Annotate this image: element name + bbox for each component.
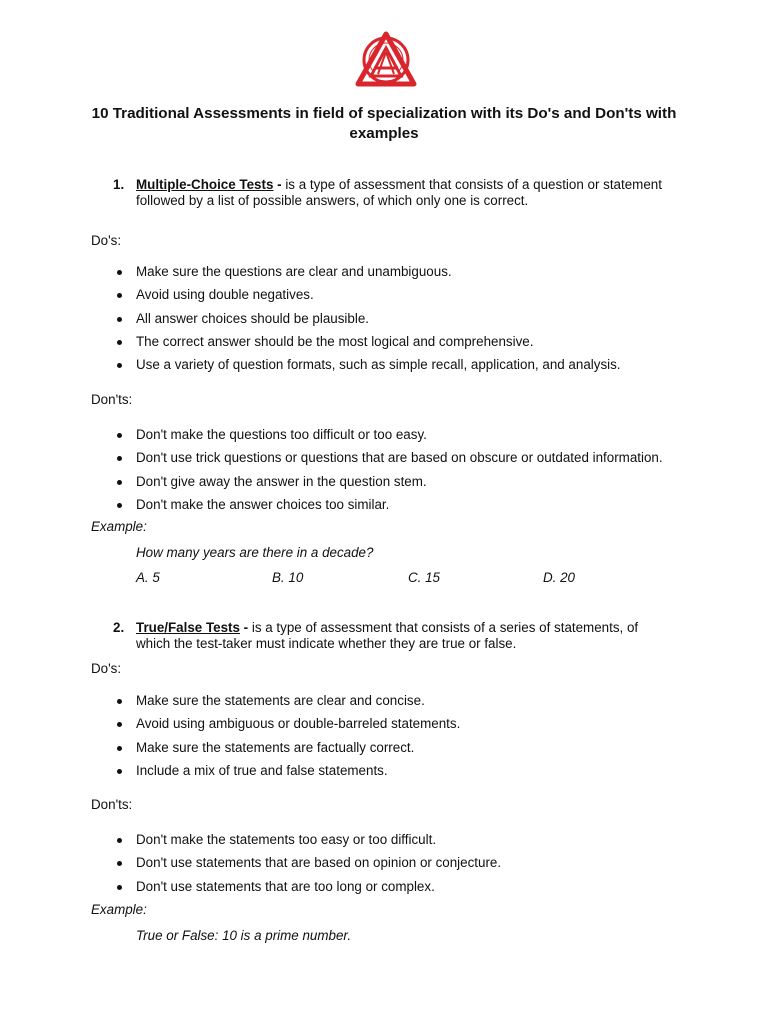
bullet-icon [117,769,122,774]
example-question: True or False: 10 is a prime number. [136,928,352,943]
list-item: Don't use statements that are too long or complex. [0,879,768,902]
example-label: Example: [91,519,147,534]
example-option: C. 15 [408,570,441,585]
bullet-icon [117,270,122,275]
section-number: 2. [113,620,125,635]
donts-list [0,832,768,902]
list-item: Use a variety of question formats, such as simple recall, application, and analysis. [0,357,768,380]
list-item: Don't make the answer choices too similar. [0,497,768,520]
donts-label: Don'ts: [91,797,133,812]
term-dash: - [273,177,286,192]
bullet-icon [117,746,122,751]
definition-text: is a type of assessment that consists of a series of statements, of which the test-taker must indicate whether they are true or false. [136,620,639,651]
bullet-icon [117,885,122,890]
donts-label: Don'ts: [91,392,133,407]
example-option: B. 10 [272,570,304,585]
section-number: 1. [113,177,125,192]
list-item: Don't give away the answer in the question stem. [0,474,768,497]
list-item: Avoid using double negatives. [0,287,768,310]
bullet-icon [117,722,122,727]
bullet-icon [117,456,122,461]
bullet-icon [117,293,122,298]
example-question: How many years are there in a decade? [136,545,374,560]
list-item: Make sure the statements are clear and concise. [0,693,768,716]
list-item: Avoid using ambiguous or double-barreled statements. [0,716,768,739]
bullet-icon [117,340,122,345]
list-item: Don't make the statements too easy or too difficult. [0,832,768,855]
school-seal-logo [354,30,418,90]
example-label: Example: [91,902,147,917]
example-option: D. 20 [543,570,576,585]
list-item: Don't use statements that are based on opinion or conjecture. [0,855,768,878]
section-term: Multiple-Choice Tests [136,177,274,192]
dos-label: Do's: [91,661,122,676]
bullet-icon [117,861,122,866]
example-option: A. 5 [136,570,160,585]
seal-icon [354,30,418,90]
bullet-icon [117,363,122,368]
section-definition [136,620,666,652]
dos-list [0,264,768,380]
definition-text: is a type of assessment that consists of a question or statement followed by a list of possible answers, of which only one is correct. [136,177,662,208]
term-dash: - [239,620,252,635]
list-item: Don't use trick questions or questions that are based on obscure or outdated information. [0,450,768,473]
list-item: Don't make the questions too difficult or too easy. [0,427,768,450]
dos-list [0,693,768,786]
bullet-icon [117,503,122,508]
bullet-icon [117,699,122,704]
list-item: Make sure the questions are clear and unambiguous. [0,264,768,287]
section-term: True/False Tests [136,620,240,635]
document-title: 10 Traditional Assessments in field of specialization with its Do's and Don'ts with examples [91,105,677,142]
list-item: The correct answer should be the most logical and comprehensive. [0,334,768,357]
bullet-icon [117,480,122,485]
section-definition [136,177,696,209]
list-item: Include a mix of true and false statements. [0,763,768,786]
donts-list [0,427,768,520]
bullet-icon [117,838,122,843]
bullet-icon [117,317,122,322]
bullet-icon [117,433,122,438]
dos-label: Do's: [91,233,122,248]
list-item: All answer choices should be plausible. [0,311,768,334]
list-item: Make sure the statements are factually correct. [0,740,768,763]
